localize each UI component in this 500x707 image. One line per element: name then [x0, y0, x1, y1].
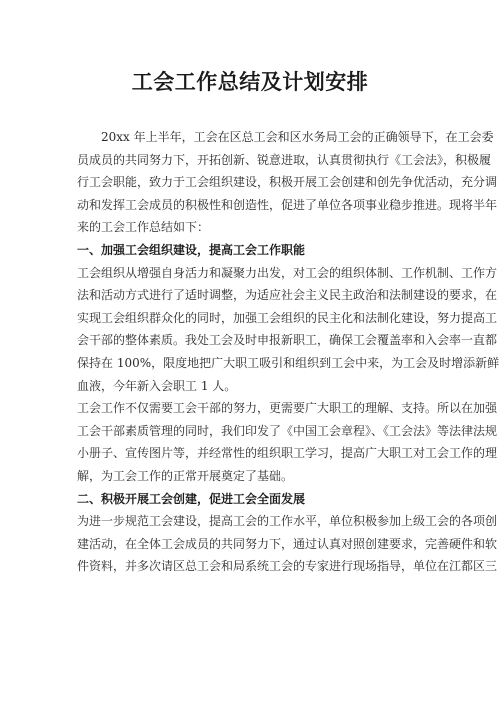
intro-line: 行工会职能，致力于工会组织建设，积极开展工会创建和创先争优活动，充分调	[77, 175, 498, 190]
intro-line: 20xx 年上半年，工会在区总工会和区水务局工会的正确领导下，在工会委	[101, 130, 494, 144]
section2-para1-line: 为进一步规范工会建设，提高工会的工作水平，单位积极参加上级工会的各项创	[77, 514, 498, 529]
section1-para1-line: 会干部的整体素质。我处工会及时申报新职工，确保工会覆盖率和入会率一直都	[77, 333, 498, 348]
section1-para1-line: 实现工会组织群众化的同时，加强工会组织的民主化和法制化建设，努力提高工	[77, 310, 498, 325]
intro-line: 员成员的共同努力下，开拓创新、锐意进取，认真贯彻执行《工会法》，积极履	[77, 152, 492, 167]
section1-para2-line: 解，为工会工作的正常开展奠定了基础。	[77, 468, 294, 483]
document-title: 工会工作总结及计划安排	[131, 70, 369, 94]
section1-para1-line: 保持在 100%，限度地把广大职工吸引和组织到工会中来，为工会及时增添新鲜	[77, 355, 500, 370]
section1-para1-line: 工会组织从增强自身活力和凝聚力出发，对工会的组织体制、工作机制、工作方	[77, 265, 498, 280]
section1-para1-line: 法和活动方式进行了适时调整，为适应社会主义民主政治和法制建设的要求，在	[77, 288, 498, 303]
intro-line: 来的工会工作总结如下：	[77, 220, 210, 235]
section2-para1-line: 件资料，并多次请区总工会和局系统工会的专家进行现场指导，单位在江都区三	[77, 559, 498, 574]
section2-para1-line: 建活动，在全体工会成员的共同努力下，通过认真对照创建要求，完善硬件和软	[77, 536, 498, 551]
intro-line: 动和发挥工会成员的积极性和创造性，促进了单位各项事业稳步推进。现将半年	[77, 197, 498, 212]
section1-para1-line: 血液，今年新入会职工 1 人。	[77, 378, 237, 393]
section1-para2-line: 小册子、宣传图片等，并经常性的组织职工学习，提高广大职工对工会工作的理	[77, 446, 498, 461]
section-heading-2: 二、积极开展工会创建，促进工会全面发展	[77, 491, 306, 506]
section1-para2-line: 工会干部素质管理的同时，我们印发了《中国工会章程》、《工会法》等法律法规	[77, 423, 498, 438]
section-heading-1: 一、加强工会组织建设，提高工会工作职能	[77, 242, 306, 257]
document-body	[77, 126, 500, 578]
section1-para2-line: 工会工作不仅需要工会干部的努力，更需要广大职工的理解、支持。所以在加强	[77, 401, 498, 416]
